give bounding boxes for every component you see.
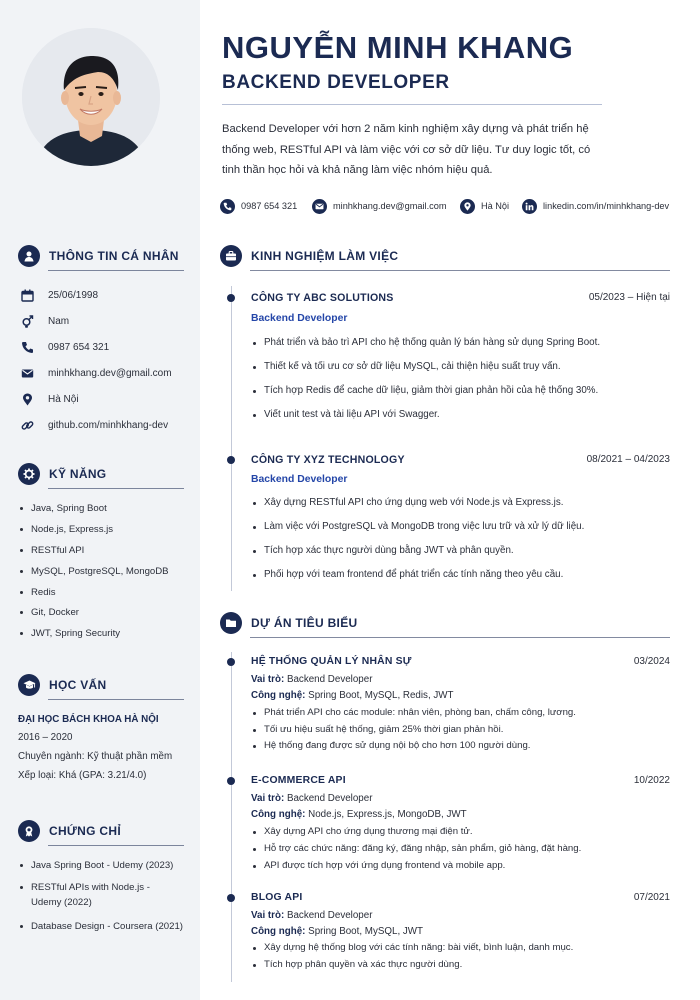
calendar-icon — [20, 288, 34, 302]
job-bullet: Xây dựng RESTful API cho ứng dụng web với Node.js và Express.js. — [251, 497, 671, 508]
job-bullet: Phát triển và bảo trì API cho hệ thống quản lý bán hàng sử dụng Spring Boot. — [251, 337, 671, 348]
projects-timeline — [231, 652, 232, 982]
timeline-dot — [227, 456, 235, 464]
project-bullet: Xây dựng API cho ứng dụng thương mại điện tử. — [251, 826, 671, 837]
project-bullet: Tối ưu hiệu suất hệ thống, giảm 25% thời gian phản hồi. — [251, 724, 671, 735]
section-title: KỸ NĂNG — [49, 467, 107, 481]
github-text[interactable]: github.com/minhkhang-dev — [48, 419, 169, 431]
job-bullet: Làm việc với PostgreSQL và MongoDB trong việc lưu trữ và xử lý dữ liệu. — [251, 521, 671, 532]
skill-item: Java, Spring Boot — [20, 501, 190, 516]
graduation-cap-icon — [18, 674, 40, 696]
section-title: CHỨNG CHỈ — [49, 824, 121, 838]
timeline-dot — [227, 894, 235, 902]
project-date: 03/2024 — [633, 656, 670, 667]
phone-text: 0987 654 321 — [48, 341, 110, 353]
certificate-item: Java Spring Boot - Udemy (2023) — [20, 858, 190, 873]
person-icon — [18, 245, 40, 267]
info-address — [20, 390, 79, 408]
company-name: CÔNG TY ABC SOLUTIONS — [251, 292, 394, 304]
avatar — [22, 28, 160, 166]
project-date: 10/2022 — [633, 775, 670, 786]
project-name: HỆ THỐNG QUẢN LÝ NHÂN SỰ — [251, 656, 412, 667]
project-bullet: Phát triển API cho các module: nhân viên, phòng ban, chấm công, lương. — [251, 707, 671, 718]
job-date: 05/2023 – Hiện tại — [588, 292, 670, 303]
job-role: Backend Developer — [251, 313, 348, 324]
section-title: DỰ ÁN TIÊU BIỂU — [251, 616, 358, 630]
address-text: Hà Nội — [48, 393, 79, 405]
contact-phone: 0987 654 321 — [220, 196, 297, 216]
project-name: E-COMMERCE API — [251, 775, 346, 786]
location-pin-icon — [20, 392, 34, 406]
info-gender — [20, 312, 69, 330]
skill-item: JWT, Spring Security — [20, 626, 190, 641]
section-certificates-header — [18, 820, 121, 842]
project-bullet: API được tích hợp với ứng dụng frontend và mobile app. — [251, 860, 671, 871]
phone-icon — [20, 340, 34, 354]
certificate-icon — [18, 820, 40, 842]
contact-bar — [220, 196, 700, 216]
project-bullet: Hệ thống đang được sử dụng nội bộ cho hơn 100 người dùng. — [251, 740, 671, 751]
skill-item: Git, Docker — [20, 605, 190, 620]
skill-item: MySQL, PostgreSQL, MongoDB — [20, 564, 190, 579]
skill-item: Node.js, Express.js — [20, 522, 190, 537]
section-divider — [48, 845, 184, 846]
linkedin-icon — [522, 199, 537, 214]
header-divider — [222, 104, 602, 105]
gear-icon — [18, 463, 40, 485]
gender-text: Nam — [48, 315, 70, 327]
info-email — [20, 364, 172, 382]
company-name: CÔNG TY XYZ TECHNOLOGY — [251, 454, 405, 466]
school-name: ĐẠI HỌC BÁCH KHOA HÀ NỘI — [18, 714, 159, 725]
gender-icon — [20, 314, 34, 328]
timeline-dot — [227, 294, 235, 302]
folder-icon — [220, 612, 242, 634]
timeline-dot — [227, 777, 235, 785]
education-years: 2016 – 2020 — [18, 732, 73, 743]
project-tech: Công nghệ: Spring Boot, MySQL, JWT — [251, 926, 424, 937]
section-divider — [250, 637, 670, 638]
profile-summary: Backend Developer với hơn 2 năm kinh nghiệm xây dựng và phát triển hệ thống web, RESTful API và làm việc với cơ sở dữ liệu. Tư duy logic tốt, có tinh thần học hỏi và khả năng làm việc nhóm hiệu quả. — [222, 123, 591, 176]
job-bullet: Viết unit test và tài liệu API với Swagger. — [251, 409, 671, 420]
job-bullet: Phối hợp với team frontend để phát triển các tính năng theo yêu cầu. — [251, 569, 671, 580]
section-title: HỌC VẤN — [49, 678, 107, 692]
project-role: Vai trò: Backend Developer — [251, 910, 373, 921]
briefcase-icon — [220, 245, 242, 267]
timeline-dot — [227, 658, 235, 666]
certificate-item: RESTful APIs with Node.js - Udemy (2022) — [20, 880, 155, 910]
skill-item: RESTful API — [20, 543, 190, 558]
birthday-text: 25/06/1998 — [48, 289, 99, 301]
contact-linkedin[interactable]: linkedin.com/in/minhkhang-dev — [522, 196, 669, 216]
main-column — [200, 0, 700, 1000]
project-tech: Công nghệ: Spring Boot, MySQL, Redis, JWT — [251, 690, 454, 701]
section-projects-header — [220, 612, 357, 634]
project-bullet: Hỗ trợ các chức năng: đăng ký, đăng nhập, sản phẩm, giỏ hàng, đặt hàng. — [251, 843, 671, 854]
skill-item: Redis — [20, 585, 190, 600]
job-bullet: Tích hợp xác thực người dùng bằng JWT và phân quyền. — [251, 545, 671, 556]
project-role: Vai trò: Backend Developer — [251, 674, 373, 685]
project-date: 07/2021 — [633, 892, 670, 903]
project-tech: Công nghệ: Node.js, Express.js, MongoDB, JWT — [251, 809, 467, 820]
section-divider — [48, 270, 184, 271]
job-date: 08/2021 – 04/2023 — [586, 454, 670, 465]
info-github — [20, 416, 168, 434]
mail-icon — [312, 199, 327, 214]
section-skills-header — [18, 463, 106, 485]
email-text: minhkhang.dev@gmail.com — [48, 367, 172, 379]
section-education-header — [18, 674, 106, 696]
education-major: Chuyên ngành: Kỹ thuật phần mềm — [18, 751, 173, 762]
location-pin-icon — [460, 199, 475, 214]
project-bullet: Xây dựng hệ thống blog với các tính năng: bài viết, bình luận, danh mục. — [251, 942, 671, 953]
link-icon — [20, 418, 34, 432]
education-grade: Xếp loại: Khá (GPA: 3.21/4.0) — [18, 770, 147, 781]
section-title: KINH NGHIỆM LÀM VIỆC — [251, 249, 399, 263]
certificate-item: Database Design - Coursera (2021) — [20, 919, 190, 934]
mail-icon — [20, 366, 34, 380]
job-role: Backend Developer — [251, 474, 348, 485]
experience-timeline — [231, 286, 232, 591]
project-name: BLOG API — [251, 892, 303, 903]
info-birthday — [20, 286, 98, 304]
job-title: BACKEND DEVELOPER — [222, 72, 450, 93]
section-personal-header — [18, 245, 179, 267]
section-divider — [250, 270, 670, 271]
sidebar — [0, 0, 200, 1000]
job-bullet: Tích hợp Redis để cache dữ liệu, giảm thời gian phản hồi của hệ thống 30%. — [251, 385, 671, 396]
project-role: Vai trò: Backend Developer — [251, 793, 373, 804]
phone-icon — [220, 199, 235, 214]
section-experience-header — [220, 245, 398, 267]
section-title: THÔNG TIN CÁ NHÂN — [49, 249, 179, 263]
info-phone — [20, 338, 109, 356]
full-name: NGUYỄN MINH KHANG — [222, 30, 574, 65]
contact-email[interactable]: minhkhang.dev@gmail.com — [312, 196, 447, 216]
project-bullet: Tích hợp phân quyền và xác thực người dùng. — [251, 959, 671, 970]
section-divider — [48, 488, 184, 489]
contact-location: Hà Nội — [460, 196, 509, 216]
section-divider — [48, 699, 184, 700]
job-bullet: Thiết kế và tối ưu cơ sở dữ liệu MySQL, cải thiện hiệu suất truy vấn. — [251, 361, 671, 372]
